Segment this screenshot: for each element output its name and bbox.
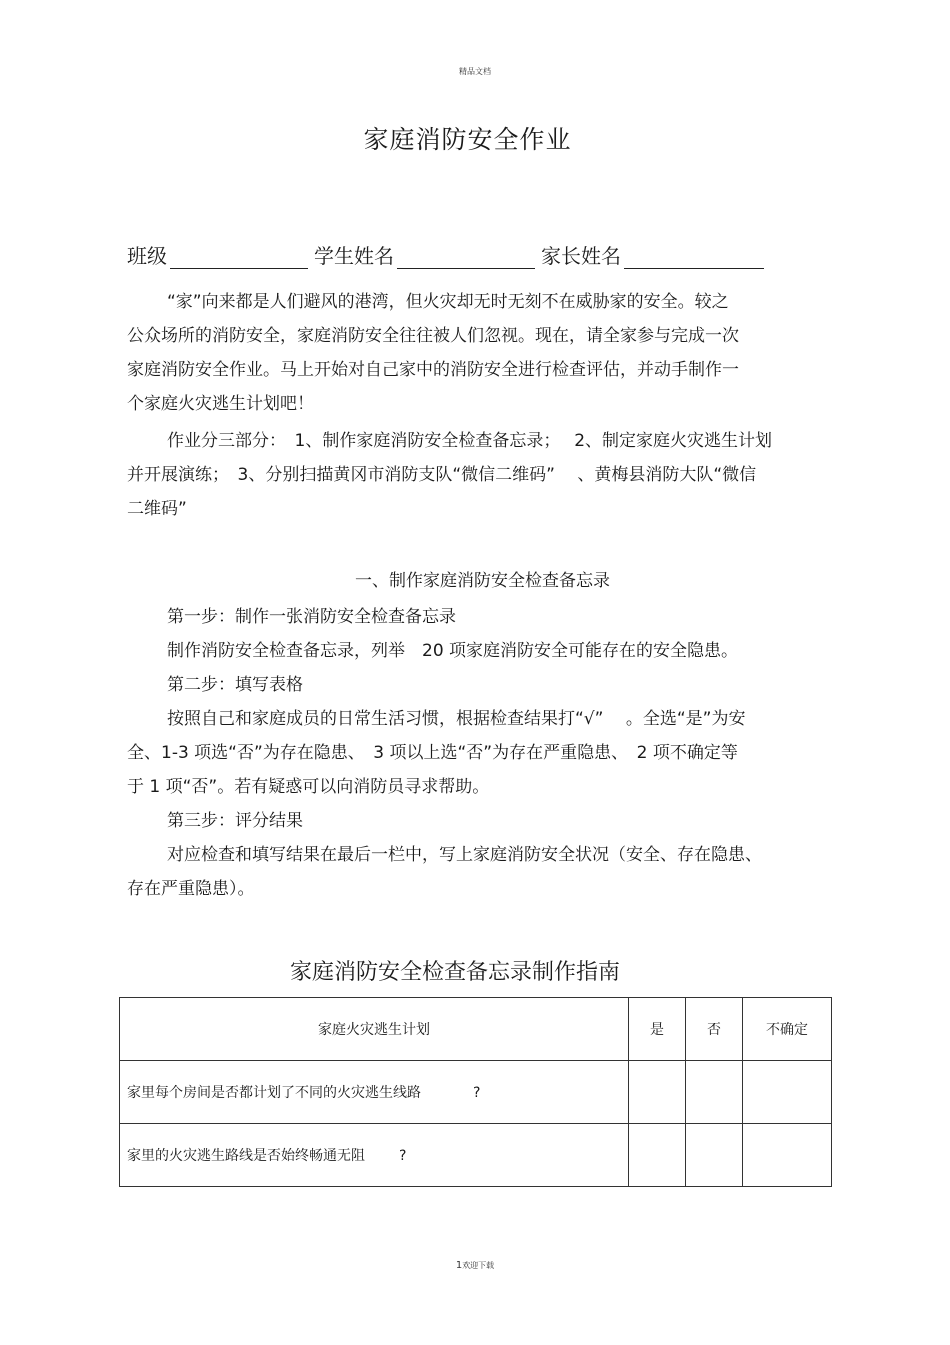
row-item-text <box>120 1061 629 1124</box>
step1-title: 第一步：制作一张消防安全检查备忘录 <box>167 607 456 627</box>
step2-line: 于 1 项“否”。若有疑惑可以向消防员寻求帮助。 <box>127 777 490 797</box>
step3-title: 第三步：评分结果 <box>167 811 303 831</box>
parent-name-label: 家长姓名 <box>541 244 621 268</box>
footer-text: 欢迎下载 <box>462 1261 495 1270</box>
guide-title: 家庭消防安全检查备忘录制作指南 <box>289 960 620 985</box>
row-question-mark: ? <box>399 1148 407 1164</box>
intro-line: 公众场所的消防安全，家庭消防安全往往被人们忽视。现在，请全家参与完成一次 <box>127 326 739 346</box>
row-question: 家里每个房间是否都计划了不同的火灾逃生线路 <box>127 1085 421 1101</box>
intro-line: 个家庭火灾逃生计划吧！ <box>127 394 314 414</box>
no-cell[interactable] <box>686 1061 743 1124</box>
header-no: 否 <box>686 998 743 1061</box>
no-cell[interactable] <box>686 1124 743 1187</box>
class-field[interactable] <box>170 246 308 269</box>
footer-note <box>0 1260 950 1271</box>
header-yes: 是 <box>629 998 686 1061</box>
yes-cell[interactable] <box>629 1061 686 1124</box>
parent-name-field[interactable] <box>624 246 764 269</box>
header-plan: 家庭火灾逃生计划 <box>120 998 629 1061</box>
table-row <box>120 1061 832 1124</box>
step1-text: 制作消防安全检查备忘录，列举 20 项家庭消防安全可能存在的安全隐患。 <box>167 641 739 661</box>
row-question: 家里的火灾逃生路线是否始终畅通无阻 <box>127 1148 365 1164</box>
header-note: 精品文档 <box>459 67 491 76</box>
intro-line: 家庭消防安全作业。马上开始对自己家中的消防安全进行检查评估，并动手制作一 <box>127 360 739 380</box>
header-unsure: 不确定 <box>743 998 832 1061</box>
info-fields <box>127 240 764 269</box>
section1-body <box>127 600 817 906</box>
step3-line: 存在严重隐患）。 <box>127 879 255 899</box>
memo-table <box>119 997 832 1187</box>
student-name-label: 学生姓名 <box>314 244 394 268</box>
parts-line: 作业分三部分： 1、制作家庭消防安全检查备忘录； 2、制定家庭火灾逃生计划 <box>167 431 773 451</box>
table-header-row <box>120 998 832 1061</box>
unsure-cell[interactable] <box>743 1124 832 1187</box>
student-name-field[interactable] <box>397 246 535 269</box>
parts-line: 二维码” <box>127 499 187 519</box>
step2-line: 全、1-3 项选“否”为存在隐患、 3 项以上选“否”为存在严重隐患、 2 项不确定等 <box>127 743 738 763</box>
page-number: 1 <box>455 1260 463 1271</box>
step2-line: 按照自己和家庭成员的日常生活习惯，根据检查结果打“√” 。全选“是”为安 <box>167 709 746 729</box>
row-item-text <box>120 1124 629 1187</box>
intro-line: “家”向来都是人们避风的港湾，但火灾却无时无刻不在威胁家的安全。较之 <box>167 292 729 312</box>
step2-title: 第二步：填写表格 <box>167 675 303 695</box>
unsure-cell[interactable] <box>743 1061 832 1124</box>
row-question-mark: ? <box>473 1085 481 1101</box>
parts-paragraph <box>127 424 817 526</box>
intro-paragraph <box>127 285 817 421</box>
class-label: 班级 <box>127 244 167 268</box>
step3-line: 对应检查和填写结果在最后一栏中，写上家庭消防安全状况（安全、存在隐患、 <box>167 845 762 865</box>
parts-line: 并开展演练； 3、分别扫描黄冈市消防支队“微信二维码” 、黄梅县消防大队“微信 <box>127 465 757 485</box>
yes-cell[interactable] <box>629 1124 686 1187</box>
table-row <box>120 1124 832 1187</box>
section1-title: 一、制作家庭消防安全检查备忘录 <box>355 571 610 591</box>
document-title: 家庭消防安全作业 <box>363 125 572 154</box>
